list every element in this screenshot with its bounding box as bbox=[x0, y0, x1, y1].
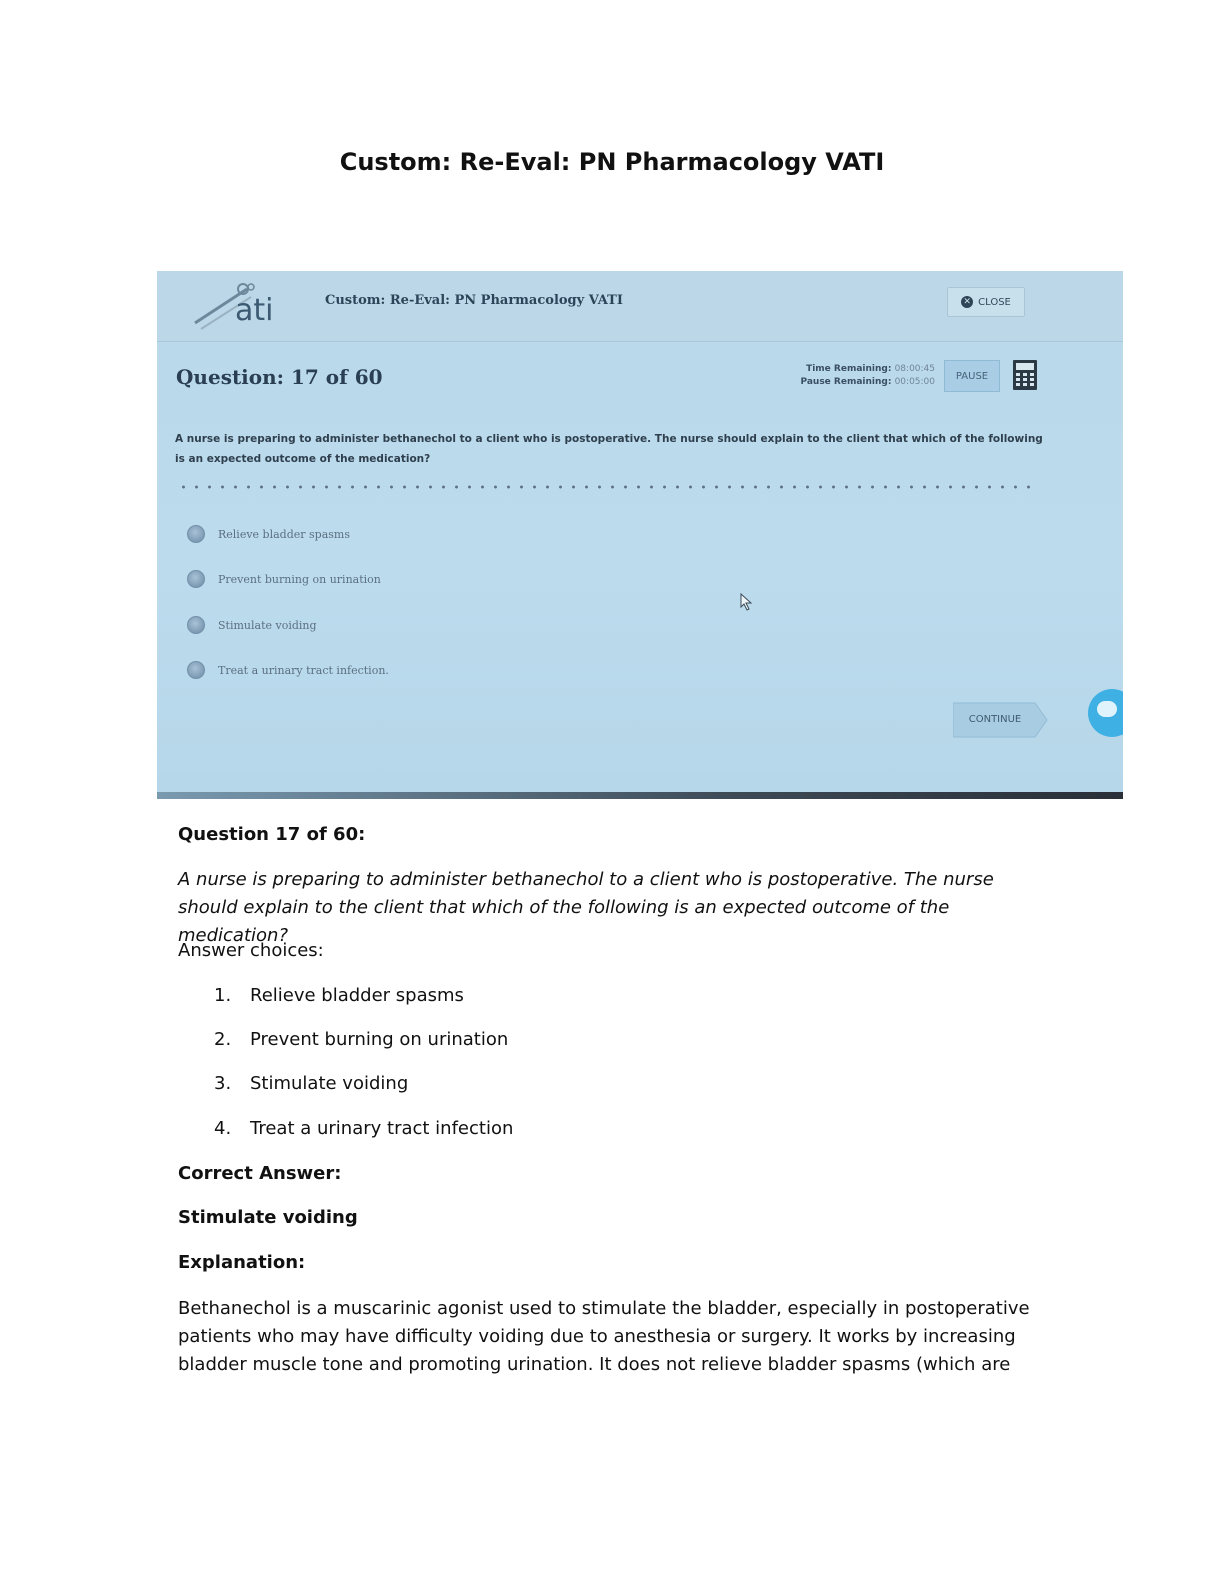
choice-number: 2. bbox=[214, 1029, 232, 1050]
app-title: Custom: Re-Eval: PN Pharmacology VATI bbox=[325, 293, 623, 308]
choices-label: Answer choices: bbox=[178, 940, 324, 961]
timer-block bbox=[767, 363, 935, 389]
explanation-label: Explanation: bbox=[178, 1252, 306, 1273]
choice-number: 4. bbox=[214, 1118, 232, 1139]
screenshot-bottom-edge bbox=[157, 792, 1123, 799]
correct-answer: Stimulate voiding bbox=[178, 1207, 358, 1228]
dotted-divider bbox=[177, 485, 1039, 489]
option-3[interactable] bbox=[187, 614, 317, 636]
option-label: Treat a urinary tract infection. bbox=[218, 663, 389, 677]
question-counter: Question: 17 of 60 bbox=[176, 365, 383, 389]
close-button[interactable] bbox=[947, 287, 1025, 317]
pause-remaining-label: Pause Remaining: bbox=[800, 377, 892, 387]
continue-label: CONTINUE bbox=[968, 714, 1022, 725]
option-label: Prevent burning on urination bbox=[218, 572, 381, 586]
exam-screenshot bbox=[157, 271, 1123, 799]
chat-icon[interactable] bbox=[1088, 689, 1123, 737]
option-label: Stimulate voiding bbox=[218, 618, 317, 632]
option-2[interactable] bbox=[187, 568, 381, 590]
close-icon: ✕ bbox=[961, 296, 973, 308]
pause-button[interactable]: PAUSE bbox=[944, 360, 1000, 392]
calculator-icon[interactable] bbox=[1012, 359, 1038, 391]
radio-button[interactable] bbox=[187, 570, 205, 588]
choice-text: Prevent burning on urination bbox=[250, 1029, 509, 1050]
option-4[interactable] bbox=[187, 659, 389, 681]
radio-button[interactable] bbox=[187, 616, 205, 634]
question-text: A nurse is preparing to administer bethanechol to a client who is postoperative. The nurse should explain to the client that which of the following is an expected outcome of the medication? bbox=[178, 869, 994, 946]
choice-text: Stimulate voiding bbox=[250, 1073, 409, 1094]
choice-number: 1. bbox=[214, 985, 232, 1006]
choice-text: Relieve bladder spasms bbox=[250, 985, 464, 1006]
option-1[interactable] bbox=[187, 523, 350, 545]
mouse-cursor-icon bbox=[740, 593, 752, 611]
question-label: Question 17 of 60: bbox=[178, 824, 366, 845]
continue-button[interactable] bbox=[953, 702, 1049, 738]
close-label: CLOSE bbox=[978, 296, 1011, 308]
time-remaining-label: Time Remaining: bbox=[806, 364, 892, 374]
correct-answer-label: Correct Answer: bbox=[178, 1163, 342, 1184]
logo-text: ati bbox=[235, 293, 274, 328]
choice-number: 3. bbox=[214, 1073, 232, 1094]
explanation-text: Bethanechol is a muscarinic agonist used to stimulate the bladder, especially in postoperative patients who may have difficulty voiding due to anesthesia or surgery. It works by increasing bladder muscle tone and promoting urination. It does not relieve bladder spasms (which are bbox=[178, 1298, 1030, 1375]
pause-remaining-value: 00:05:00 bbox=[894, 377, 935, 387]
time-remaining-value: 08:00:45 bbox=[894, 364, 935, 374]
document-title: Custom: Re-Eval: PN Pharmacology VATI bbox=[339, 148, 885, 176]
option-label: Relieve bladder spasms bbox=[218, 527, 350, 541]
question-stem: A nurse is preparing to administer bethanechol to a client who is postoperative. The nurse should explain to the client that which of the following is an expected outcome of the medication? bbox=[175, 433, 1043, 465]
exam-header bbox=[157, 271, 1123, 342]
choice-text: Treat a urinary tract infection bbox=[250, 1118, 514, 1139]
radio-button[interactable] bbox=[187, 661, 205, 679]
radio-button[interactable] bbox=[187, 525, 205, 543]
